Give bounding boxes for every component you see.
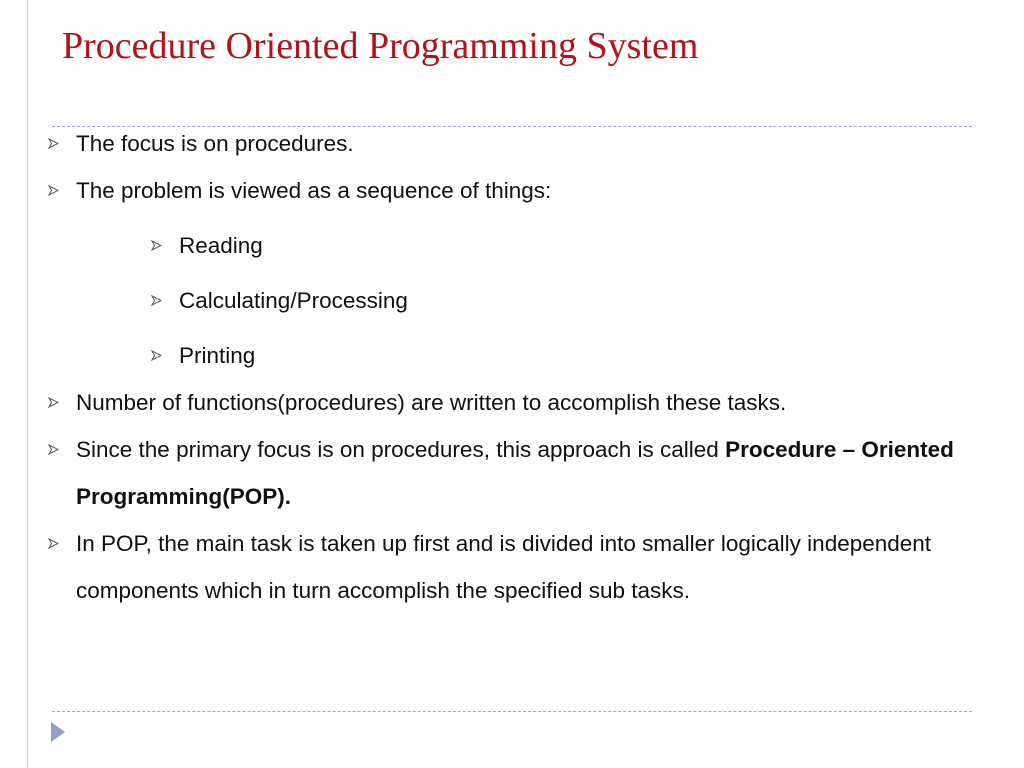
bullet-list (48, 120, 978, 614)
sub-bullet-item (151, 277, 978, 324)
arrow-bullet-icon (48, 520, 62, 567)
slide-title: Procedure Oriented Programming System (62, 25, 699, 67)
bullet-item (48, 120, 978, 167)
arrow-bullet-icon (151, 277, 165, 324)
bullet-text: Reading (179, 233, 263, 258)
bullet-text: Number of functions(procedures) are written to accomplish these tasks. (76, 390, 787, 415)
bullet-text: The focus is on procedures. (76, 131, 354, 156)
arrow-bullet-icon (48, 167, 62, 214)
bullet-text: Printing (179, 343, 256, 368)
arrow-bullet-icon (48, 120, 62, 167)
arrow-bullet-icon (151, 332, 165, 379)
bullet-text: The problem is viewed as a sequence of things: (76, 178, 552, 203)
bullet-text: In POP, the main task is taken up first and is divided into smaller logically independent components which in turn accomplish the specified sub tasks. (76, 531, 932, 603)
arrow-bullet-icon (151, 222, 165, 269)
bullet-item (48, 520, 978, 614)
bullet-bold-term: Procedure – Oriented Programming(POP). (76, 437, 954, 509)
bullet-text: Calculating/Processing (179, 288, 408, 313)
sub-bullet-item (151, 332, 978, 379)
bullet-item (48, 167, 978, 214)
arrow-bullet-icon (48, 426, 62, 473)
footer-divider (52, 711, 972, 712)
bullet-item (48, 426, 978, 520)
arrow-bullet-icon (48, 379, 62, 426)
play-triangle-icon[interactable] (51, 722, 65, 742)
left-margin-line (27, 0, 28, 768)
bullet-text: Since the primary focus is on procedures, this approach is called (76, 437, 726, 462)
sub-bullet-item (151, 222, 978, 269)
bullet-item (48, 379, 978, 426)
